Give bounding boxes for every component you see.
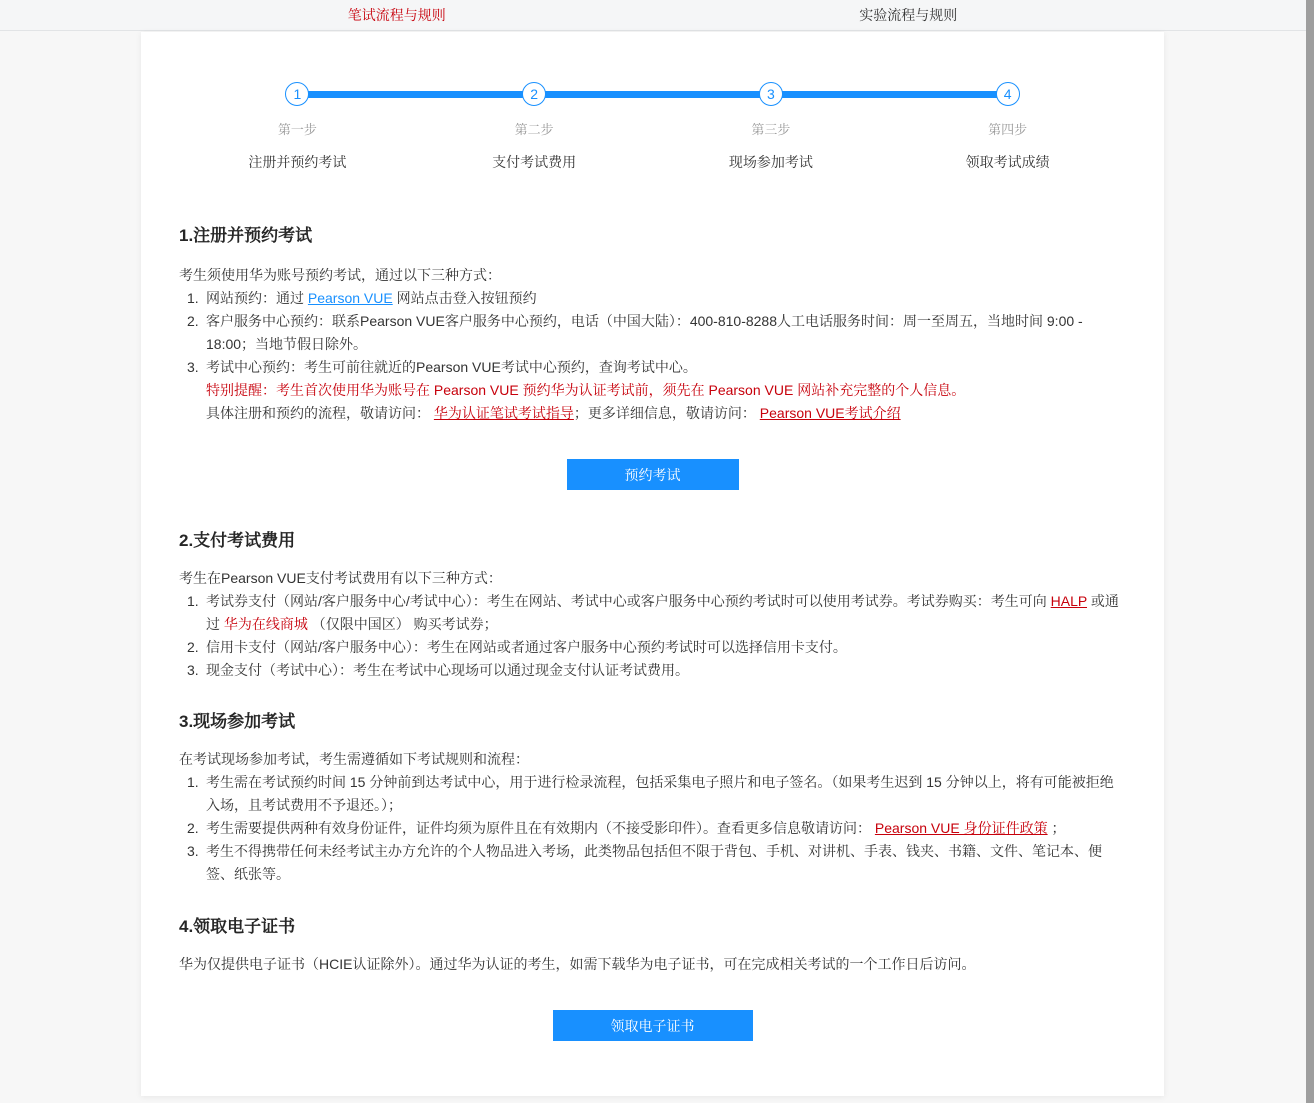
inline-link[interactable]: Pearson VUE 身份证件政策 xyxy=(874,820,1048,836)
onsite-rules-list xyxy=(179,771,1126,886)
list-item xyxy=(187,659,1126,682)
list-item-number: 3. xyxy=(187,359,199,375)
list-item-number: 2. xyxy=(187,820,199,836)
text-segment: 考试券支付（网站/客户服务中心/考试中心）：考生在网站、考试中心或客户服务中心预约考试时可以使用考试券。考试券购买：考生可向 xyxy=(206,593,1051,609)
list-item-number: 1. xyxy=(187,774,199,790)
list-item-number: 1. xyxy=(187,290,199,306)
section-payment-intro: 考生在Pearson VUE支付考试费用有以下三种方式： xyxy=(179,570,502,586)
stepper-connector-line xyxy=(297,91,1007,98)
tab-bar xyxy=(0,0,1314,31)
special-reminder: 特别提醒：考生首次使用华为账号在 Pearson VUE 预约华为认证考试前，须先在 Pearson VUE 网站补充完整的个人信息。 xyxy=(206,382,966,398)
scrollbar[interactable] xyxy=(1306,0,1314,1103)
section-onsite-intro: 在考试现场参加考试，考生需遵循如下考试规则和流程： xyxy=(179,751,529,767)
list-item xyxy=(187,817,1126,840)
list-item-number: 1. xyxy=(187,593,199,609)
inline-link[interactable]: Pearson VUE xyxy=(307,290,393,306)
section-register xyxy=(179,226,1126,490)
text-segment: 具体注册和预约的流程，敬请访问： xyxy=(206,405,434,421)
section-certificate-text: 华为仅提供电子证书（HCIE认证除外）。通过华为认证的考生，如需下载华为电子证书，可在完成相关考试的一个工作日后访问。 xyxy=(179,956,976,972)
step-1-title: 注册并预约考试 xyxy=(248,154,347,170)
tab-written-exam-rules[interactable]: 笔试流程与规则 xyxy=(347,7,446,23)
text-segment: ； xyxy=(1047,820,1066,836)
text-segment: 网站点击登入按钮预约 xyxy=(392,290,537,306)
tab-bar-inner xyxy=(141,0,1164,30)
list-item-number: 2. xyxy=(187,639,199,655)
book-exam-button[interactable]: 预约考试 xyxy=(567,459,739,490)
list-item-text xyxy=(206,820,1066,836)
get-certificate-button[interactable]: 领取电子证书 xyxy=(553,1010,753,1041)
text-segment: 或通过 xyxy=(206,593,1119,632)
text-segment: （仅限中国区） 购买考试券； xyxy=(307,616,498,632)
list-item-number: 3. xyxy=(187,662,199,678)
inline-link[interactable]: Pearson VUE考试介绍 xyxy=(759,405,901,421)
list-item-text xyxy=(206,774,1114,813)
section-payment xyxy=(179,531,1126,682)
step-2-title: 支付考试费用 xyxy=(492,154,577,170)
step-1-circle: 1 xyxy=(285,82,309,106)
text-segment: 考生需在考试预约时间 15 分钟前到达考试中心，用于进行检录流程，包括采集电子照片和电子签名。（如果考生迟到 15 分钟以上，将有可能被拒绝入场，且考试费用不予退还。）； xyxy=(206,774,1114,813)
step-1-label: 第一步 xyxy=(277,122,317,137)
list-item-text xyxy=(206,290,537,306)
step-3-label: 第三步 xyxy=(751,122,791,137)
list-item-number: 3. xyxy=(187,843,199,859)
list-item-text xyxy=(206,313,1083,352)
text-segment: 网站预约：通过 xyxy=(206,290,308,306)
section-onsite-heading: 3.现场参加考试 xyxy=(179,712,296,731)
text-segment: ；更多详细信息，敬请访问： xyxy=(573,405,760,421)
list-item xyxy=(187,590,1126,636)
text-segment: 客户服务中心预约：联系Pearson VUE客户服务中心预约，电话（中国大陆）：400-810-8288人工电话服务时间：周一至周五，当地时间 9:00 - 18:00；当地节假日除外。 xyxy=(206,313,1083,352)
section-certificate xyxy=(179,917,1126,1041)
section-register-heading: 1.注册并预约考试 xyxy=(179,226,313,245)
payment-methods-list xyxy=(179,590,1126,682)
list-item-text xyxy=(206,843,1102,882)
text-segment: 信用卡支付（网站/客户服务中心）：考生在网站或者通过客户服务中心预约考试时可以选择信用卡支付。 xyxy=(206,639,847,655)
text-segment: 考试中心预约：考生可前往就近的Pearson VUE考试中心预约，查询考试中心。 xyxy=(206,359,697,375)
section-payment-heading: 2.支付考试费用 xyxy=(179,531,296,550)
list-item xyxy=(187,636,1126,659)
section-certificate-heading: 4.领取电子证书 xyxy=(179,917,296,936)
inline-link[interactable]: 华为在线商城 xyxy=(223,616,308,632)
tab-lab-exam-rules[interactable]: 实验流程与规则 xyxy=(859,7,958,23)
register-methods-list xyxy=(179,287,1126,379)
step-2-circle: 2 xyxy=(522,82,546,106)
list-item-text xyxy=(206,593,1119,632)
list-item-text xyxy=(206,359,697,375)
step-4-circle: 4 xyxy=(996,82,1020,106)
step-3-circle: 3 xyxy=(759,82,783,106)
text-segment: 考生不得携带任何未经考试主办方允许的个人物品进入考场，此类物品包括但不限于背包、手机、对讲机、手表、钱夹、书籍、文件、笔记本、便签、纸张等。 xyxy=(206,843,1102,882)
inline-link[interactable]: 华为认证笔试考试指导 xyxy=(433,405,574,421)
list-item xyxy=(187,840,1126,886)
list-item xyxy=(187,310,1126,356)
register-links-line xyxy=(187,402,1126,425)
step-2-label: 第二步 xyxy=(514,122,554,137)
list-item xyxy=(187,356,1126,379)
step-3-title: 现场参加考试 xyxy=(728,154,813,170)
section-onsite-exam xyxy=(179,712,1126,886)
text-segment: 现金支付（考试中心）：考生在考试中心现场可以通过现金支付认证考试费用。 xyxy=(206,662,689,678)
list-item xyxy=(187,771,1126,817)
list-item-text xyxy=(206,639,847,655)
content-card xyxy=(141,32,1164,1096)
step-4-label: 第四步 xyxy=(988,122,1028,137)
step-4-title: 领取考试成绩 xyxy=(965,154,1050,170)
section-register-intro: 考生须使用华为账号预约考试，通过以下三种方式： xyxy=(179,267,501,283)
list-item-text xyxy=(206,662,689,678)
list-item-number: 2. xyxy=(187,313,199,329)
exam-stepper xyxy=(179,82,1126,170)
scrollbar-thumb[interactable] xyxy=(1306,0,1314,1103)
list-item xyxy=(187,287,1126,310)
inline-link[interactable]: HALP xyxy=(1050,593,1087,609)
text-segment: 考生需要提供两种有效身份证件，证件均须为原件且在有效期内（不接受影印件）。查看更多信息敬请访问： xyxy=(206,820,875,836)
